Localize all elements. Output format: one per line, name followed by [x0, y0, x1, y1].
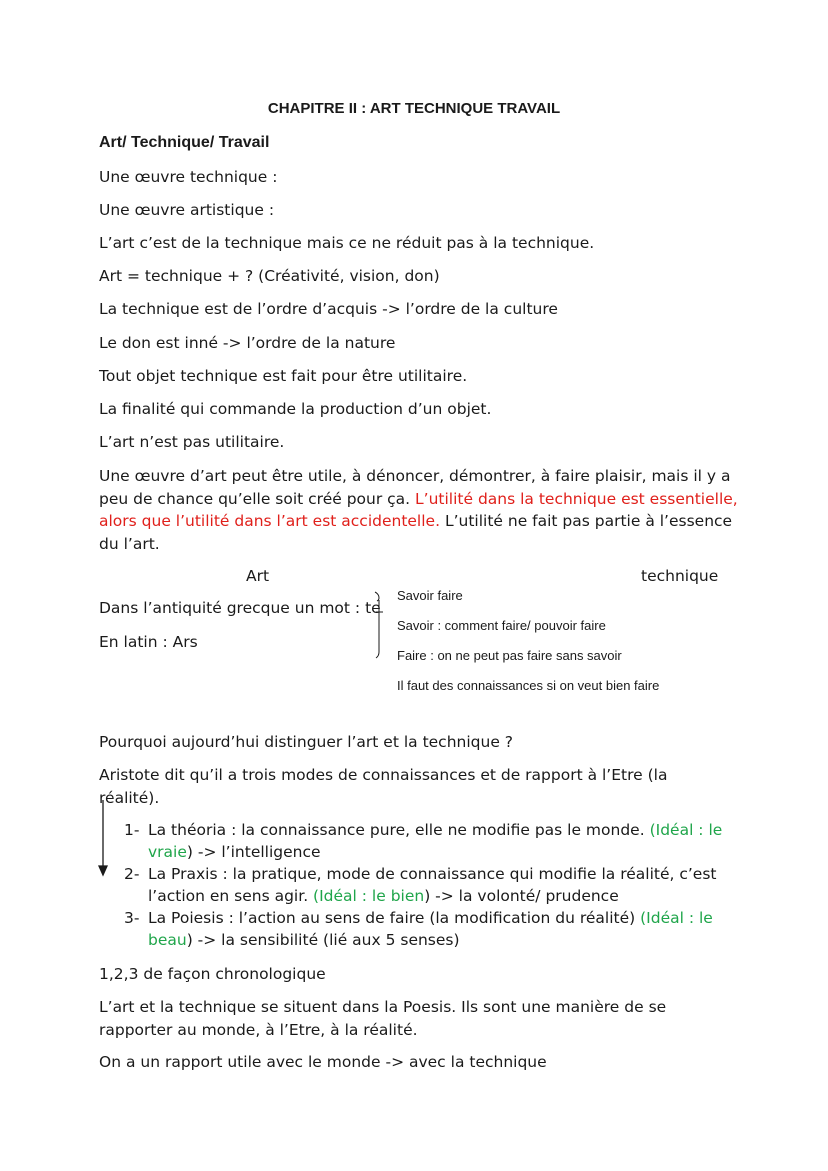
- poesis-paragraph: L’art et la technique se situent dans la Poesis. Ils sont une manière de se rapporter au monde, à l’Etre, à la réalité.: [99, 998, 667, 1039]
- last-line: On a un rapport utile avec le monde -> avec la technique: [99, 1053, 547, 1071]
- chapter-title: CHAPITRE II : ART TECHNIQUE TRAVAIL: [267, 100, 561, 117]
- text-line: Une œuvre artistique :: [99, 201, 275, 219]
- list-text: La Praxis : la pratique, mode de connaissance qui modifie la réalité, c’est l’action en sens agir.: [148, 865, 717, 905]
- text-line: L’art n’est pas utilitaire.: [99, 433, 285, 451]
- latin-word-line: En latin : Ars: [99, 633, 198, 651]
- ideal-green-text: (Idéal : le bien: [313, 887, 425, 905]
- list-text: ) -> la sensibilité (lié aux 5 senses): [186, 931, 460, 949]
- list-number: 3-: [124, 909, 140, 927]
- text-line: Art = technique + ? (Créativité, vision, don): [99, 267, 440, 285]
- down-arrow-icon: [99, 800, 107, 875]
- question-line: Pourquoi aujourd’hui distinguer l’art et la technique ?: [99, 733, 514, 751]
- note-savoir: Savoir : comment faire/ pouvoir faire: [397, 618, 606, 633]
- list-text: La théoria : la connaissance pure, elle ne modifie pas le monde.: [148, 821, 650, 839]
- paragraph-text: L’utilité ne fait pas partie à l’essence du l’art.: [99, 512, 733, 553]
- diagram-art-header: Art: [246, 567, 270, 585]
- text-line: L’art c’est de la technique mais ce ne réduit pas à la technique.: [99, 234, 595, 252]
- chronology-line: 1,2,3 de façon chronologique: [99, 965, 326, 983]
- list-number: 2-: [124, 865, 140, 883]
- highlighted-red-text: L’utilité dans la technique est essentielle, alors que l’utilité dans l’art est accidentelle.: [99, 489, 738, 530]
- list-number: 1-: [124, 821, 140, 839]
- note-connaissances: Il faut des connaissances si on veut bien faire: [397, 678, 660, 693]
- text-line: Tout objet technique est fait pour être utilitaire.: [99, 367, 468, 385]
- diagram-technique-header: technique: [641, 567, 719, 585]
- list-text: ) -> l’intelligence: [186, 843, 321, 861]
- note-faire: Faire : on ne peut pas faire sans savoir: [397, 648, 622, 663]
- ideal-green-text: (Idéal : le vraie: [148, 821, 723, 861]
- list-text: ) -> la volonté/ prudence: [424, 887, 619, 905]
- ideal-green-text: (Idéal : le beau: [148, 909, 713, 949]
- greek-word-line: Dans l’antiquité grecque un mot : te: [99, 599, 381, 617]
- list-text: La Poiesis : l’action au sens de faire (la modification du réalité): [148, 909, 641, 927]
- paragraph-text: Une œuvre d’art peut être utile, à dénoncer, démontrer, à faire plaisir, mais il y a peu de chance qu’elle soit créé pour ça.: [99, 467, 731, 508]
- note-savoir-faire: Savoir faire: [397, 588, 463, 603]
- aristote-paragraph: Aristote dit qu’il a trois modes de connaissances et de rapport à l’Etre (la réalité).: [99, 766, 668, 807]
- section-heading: Art/ Technique/ Travail: [99, 134, 270, 151]
- brace-shape: [375, 592, 383, 658]
- text-line: Le don est inné -> l’ordre de la nature: [99, 334, 396, 352]
- text-line: La technique est de l’ordre d’acquis -> l’ordre de la culture: [99, 300, 558, 318]
- text-line: Une œuvre technique :: [99, 168, 278, 186]
- text-line: La finalité qui commande la production d’un objet.: [99, 400, 492, 418]
